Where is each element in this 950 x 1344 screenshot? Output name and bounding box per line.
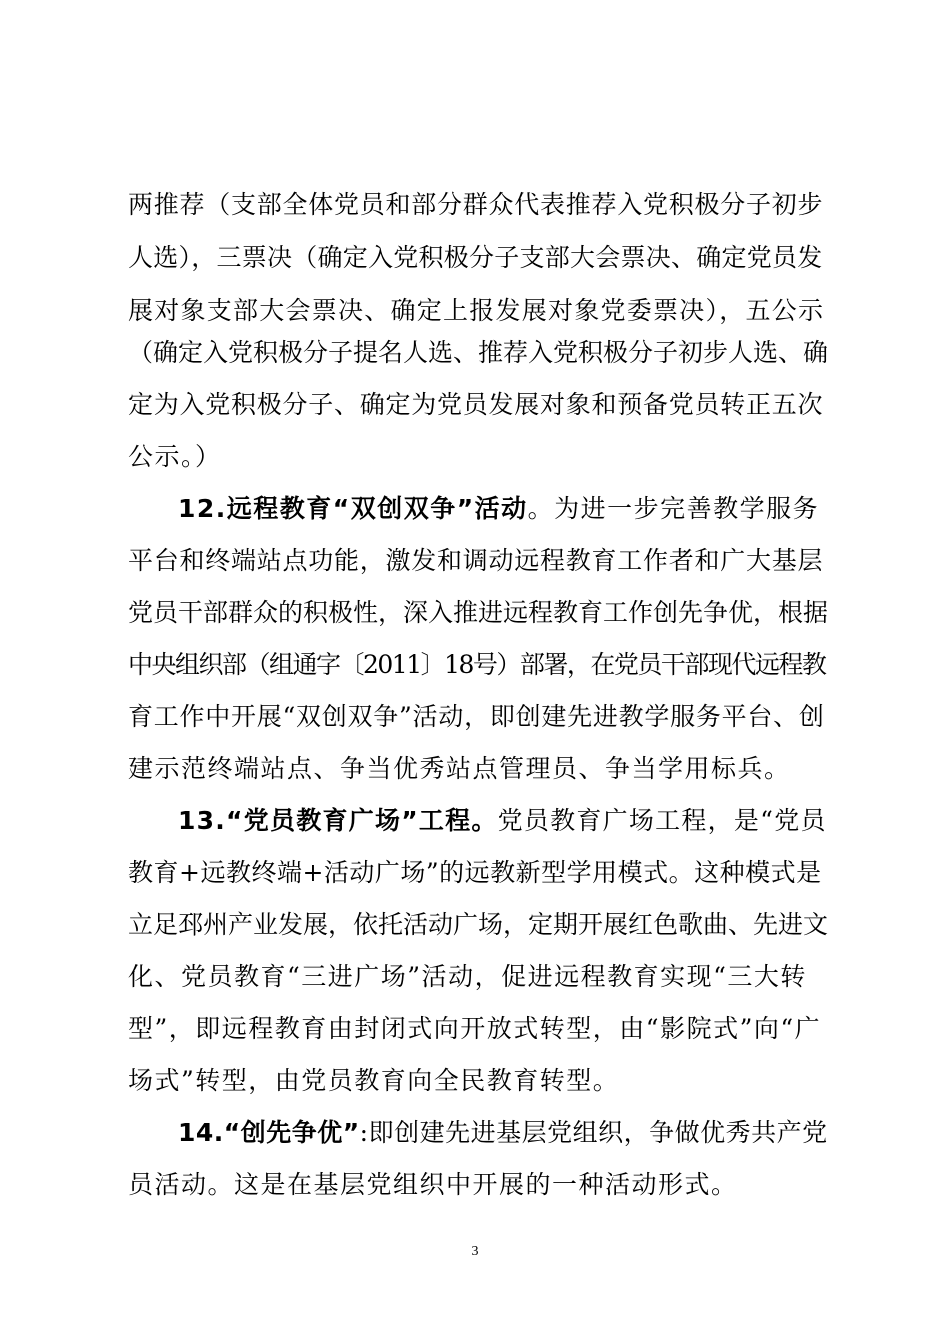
text-line: 党员干部群众的积极性，深入推进远程教育工作创先争优，根据 [128,598,829,627]
text-line: 人选），三票决（确定入党积极分子支部大会票决、确定党员发 [128,243,823,272]
paragraph-first-line [178,1113,828,1153]
paragraph-first-line [178,801,828,841]
text-line: 场式”转型，由党员教育向全民教育转型。 [128,1066,620,1095]
text-line: 立足邳州产业发展，依托活动广场，定期开展红色歌曲、先进文 [128,910,829,939]
text-line: 育工作中开展“双创双争”活动，即创建先进教学服务平台、创 [128,702,825,731]
text-line: 平台和终端站点功能，激发和调动远程教育工作者和广大基层 [128,546,824,575]
text-line: 建示范终端站点、争当优秀站点管理员、争当学用标兵。 [128,754,791,783]
section-heading: 12.远程教育“双创双争”活动 [178,494,528,523]
text-line: 两推荐（支部全体党员和部分群众代表推荐入党积极分子初步 [128,190,824,219]
text-span: 党员教育广场工程，是“党员 [497,806,827,835]
text-line: 定为入党积极分子、确定为党员发展对象和预备党员转正五次 [128,390,824,419]
text-line: 公示。） [128,442,222,471]
page-number: 3 [471,1244,479,1259]
section-heading: 14.“创先争优” [178,1118,360,1147]
text-line: （确定入党积极分子提名人选、推荐入党积极分子初步人选、确 [128,338,829,367]
text-span: 。为进一步完善教学服务 [527,494,820,523]
text-line: 中央组织部（组通字〔2011〕18号）部署，在党员干部现代远程教 [128,650,826,679]
section-heading: 13.“党员教育广场”工程。 [178,806,498,835]
text-span: :即创建先进基层党组织，争做优秀共产党 [359,1118,828,1147]
text-line: 教育+远教终端+活动广场”的远教新型学用模式。这种模式是 [128,858,822,887]
text-line: 员活动。这是在基层党组织中开展的一种活动形式。 [128,1170,738,1199]
text-line: 化、党员教育“三进广场”活动，促进远程教育实现“三大转 [128,962,807,991]
text-line: 型”，即远程教育由封闭式向开放式转型，由“影院式”向“广 [128,1014,822,1043]
paragraph-first-line [178,489,828,529]
text-line: 展对象支部大会票决、确定上报发展对象党委票决），五公示 [128,296,825,325]
